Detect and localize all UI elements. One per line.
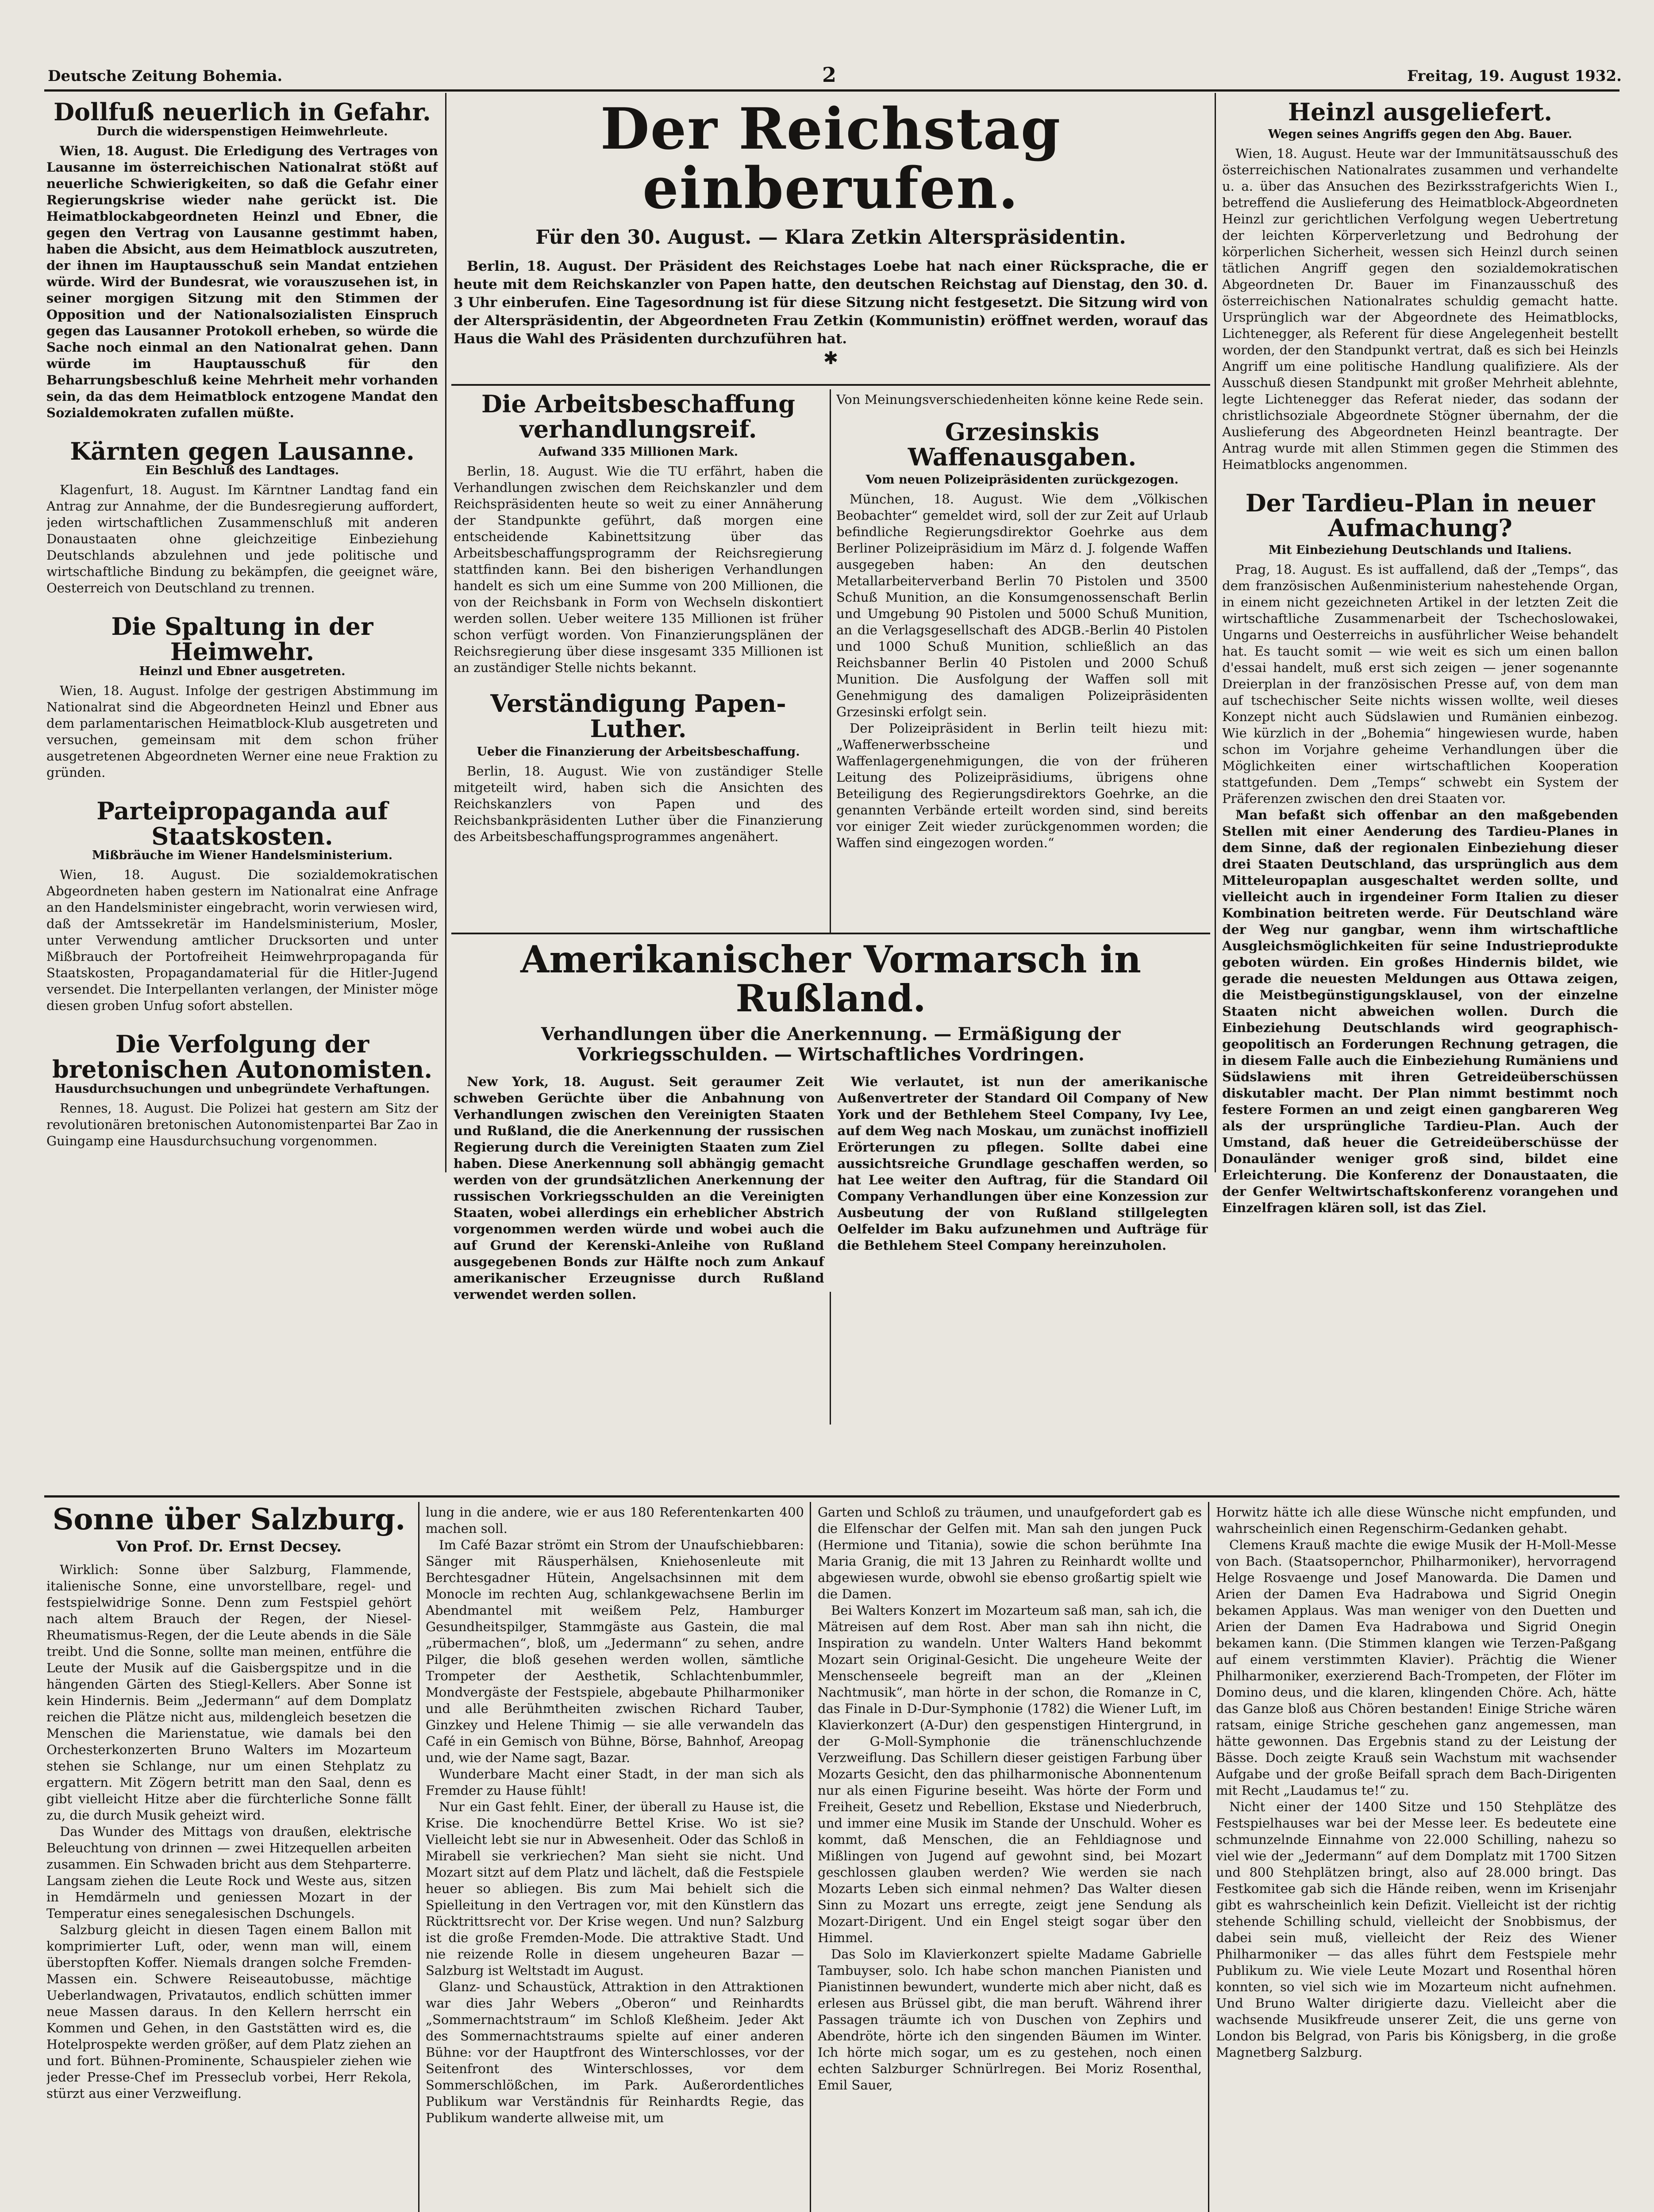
feuilleton-body: Im Café Bazar strömt ein Strom der Unaufschiebbaren: Sänger mit Räusperhälsen, Kniehosenleute mit Berchtesgadner Hütein, Angelsachsinnen mit dem Monocle im rechten Aug, schlankgewachsene Berlin im Abendmantel mit weißem Pelz, Hamburger Gesundheitspilger, Stammgäste aus Gastein, die mal „rübermachen“, bloß, um „Jedermann“ zu sehen, andre Pilger, die bloß gesehen werden wollen, sämtliche Trompeter der Aesthetik, Schlachtenbummler, Mondvergäste der Festspiele, abgebaute Philharmoniker und alle Berühmtheiten zwischen Richard Tauber, Ginzkey und Helene Thimig — sie alle verwandeln das Café in ein Gemisch von Bühne, Börse, Bahnhof, Areopag und, wie der Name sagt, Bazar. xyxy=(426,1537,804,1765)
subheadline: Ein Beschluß des Landtages. xyxy=(145,464,339,478)
feuilleton-body: Wunderbare Macht einer Stadt, in der man sich als Fremder zu Hause fühlt! xyxy=(426,1767,804,1798)
subheadline: Mit Einbeziehung Deutschlands und Italiens. xyxy=(1268,543,1572,557)
center-right-column xyxy=(836,392,1208,929)
headline: Amerikanischer Vormarsch in Rußland. xyxy=(520,940,1141,1021)
subheadline: Ueber die Finanzierung der Arbeitsbeschaffung. xyxy=(477,745,800,759)
article-body: New York, 18. August. Seit geraumer Zeit schweben Gerüchte über die Anbahnung von Verhandlungen zwischen den Vereinigten Staaten und Rußland, die die Anerkennung der russischen Regierung durch die Vereinigten Staaten zum Ziel haben. Diese Anerkennung soll abhängig gemacht werden von der grundsätzlichen Anerkennung der russischen Vorkriegsschulden an die Vereinigten Staaten, wobei allerdings ein erheblicher Abstrich vorgenommen werden würde und wobei auch die auf Grund der Kerenski-Anleihe von Rußland ausgegebenen Bonds zur Hälfte noch zum Ankauf amerikanischer Erzeugnisse durch Rußland verwendet werden sollen. xyxy=(454,1074,824,1302)
feuilleton-body: Garten und Schloß zu träumen, und unaufgefordert gab es die Elfenschar der Gelfen mit. Man sah den jungen Puck (Hermione und Titania), sowie die schon berühmte Ina Maria Granig, die mit 13 Jahren zu Reinhardt wollte und abgewiesen wurde, obwohl sie ebenso großartig spielt wie die Damen. xyxy=(818,1505,1202,1601)
article-body: Wien, 18. August. Die sozialdemokratischen Abgeordneten haben gestern im Nationalrat eine Anfrage an den Handelsminister eingebracht, worin verwiesen wird, daß der Amtssekretär im Handelsministerium, Mosler, unter Verwendung amtlicher Drucksorten und unter Mißbrauch der Portofreiheit Heimwehrpropaganda für Staatskosten, Propagandamaterial für die Hitler-Jugend versendet. Die Interpellanten verlangen, der Minister möge diesen groben Unfug sofort abstellen. xyxy=(46,867,438,1014)
two-column-text xyxy=(454,1074,1208,1303)
lead-headline: Der Reichstag einberufen. xyxy=(600,100,1062,222)
article-body: Wien, 18. August. Heute war der Immunitätsausschuß des österreichischen Nationalrates zusammen und verhandelte u. a. über das Ansuchen des Bezirksstrafgerichts Wien I., betreffend die Auslieferung des Heimatblock-Abgeordneten Heinzl zur gerichtlichen Verfolgung wegen Uebertretung der leichten Körperverletzung und Bedrohung der körperlichen Sicherheit, wessen sich Heinzl durch seinen tätlichen Angriff gegen den sozialdemokratischen Abgeordneten Dr. Bauer im Finanzausschuß des österreichischen Nationalrates schuldig gemacht hatte. Ursprünglich war der Abgeordnete des Heimatblocks, Lichtenegger, als Referent für diese Angelegenheit bestellt worden, der den Standpunkt vertrat, daß es sich bei Heinzls Angriff um eine politische Handlung qualifiziere. Als der Ausschuß diesen Standpunkt mit großer Mehrheit ablehnte, legte Lichtenegger das Referat nieder, das sodann der christlichsoziale Abgeordnete Stögner übernahm, der die Auslieferung des Abgeordneten Heinzl beantragte. Der Antrag wurde mit allen Stimmen gegen die Stimmen des Heimatblocks angenommen. xyxy=(1222,146,1618,472)
article-body: Man befaßt sich offenbar an den maßgebenden Stellen mit einer Aenderung des Tardieu-Planes in dem Sinne, daß der regionalen Einbeziehung dieser drei Staaten Deutschland, das ursprünglich aus dem Mitteleuropaplan ausgeschaltet werden sollte, und vielleicht auch in irgendeiner Form Italien zu dieser Kombination beitreten werde. Für Deutschland wäre der Weg nur gangbar, wenn ihm wirtschaftliche Ausgleichsmöglichkeiten für seine Industrieprodukte geboten würden. Ein großes Hindernis bildet, wie gerade die neuesten Meldungen aus Ottawa zeigen, die Meistbegünstigungsklausel, von der einzelne Staaten nicht abweichen wollen. Durch die Einbeziehung Deutschlands wird geographisch-geopolitisch an Forderungen Rechnung getragen, die in diesem Falle auch die Einbeziehung Rumäniens und Südslawiens mit ihren Getreideüberschüssen diskutabler macht. Der Plan nimmt bestimmt noch festere Formen an und zeigt einen gangbareren Weg als der ursprüngliche Tardieu-Plan. Auch der Umstand, daß heuer die Getreideüberschüsse der Donauländer weniger groß sind, bildet eine Erleichterung. Die Konferenz der Donaustaaten, die der Genfer Weltwirtschaftskonferenz vorangehen und Einzelfragen klären soll, ist das Ziel. xyxy=(1222,807,1618,1216)
headline: Die Verfolgung der bretonischen Autonomisten. xyxy=(52,1030,433,1083)
continued-text: Von Meinungsverschiedenheiten könne keine Rede sein. xyxy=(836,392,1204,407)
feuilleton-body: Bei Walters Konzert im Mozarteum saß man, sah ich, die Mätreisen auf dem Rost. Aber man sah ihn nicht, die Inspiration zu wandeln. Unter Walters Hand bekommt Mozart sein Original-Gesicht. Die ungeheure Weite der Menschenseele begreift man an der „Kleinen Nachtmusik“, man hörte in der schon, die Romanze in C, das Finale in D-Dur-Symphonie (1782) die Wiener Luft, im Klavierkonzert (A-Dur) den gespenstigen Hintergrund, in der G-Moll-Symphonie die tränenschluchzende Verzweiflung. Das Schillern dieser geistigen Farbung über Mozarts Gesicht, den das philharmonische Abonnentenum nur als einen Figurine beseiht. Was hörte der Form und Freiheit, Gesetz und Rebellion, Ekstase und Niederbruch, und immer eine Musik im Stande der Unschuld. Woher es kommt, daß Menschen, die an Fehldiagnose und Mißlingen von Jugend auf gewohnt sind, bei Mozart geschlossen glauben werden? Wie werden sie nach Mozarts Leben sich einmal nehmen? Das Walter diesen Sinn zu Mozart uns erregte, zeigt jene Sendung als Mozart-Dirigent. Und ein Engel steigt sogar über den Himmel. xyxy=(818,1603,1202,1945)
left-column xyxy=(46,100,438,1493)
article-box xyxy=(454,940,1208,1493)
feuilleton-body: Clemens Krauß machte die ewige Musik der H-Moll-Messe von Bach. (Staatsopernchor, Philharmoniker), hervorragend Helge Rosvaenge und Josef Manowarda. Die Damen und Arien der Damen Eva Hadrabowa und Sigrid Onegin bekamen Applaus. Was man weniger von den Duetten und Arien der Damen Eva Hadrabowa und Sigrid Onegin bekamen kann. (Die Stimmen klangen wie Terzen-Paßgang auf einem verstimmten Klavier). Prächtig die Wiener Philharmoniker, exerzierend Bach-Trompeten, der Flöter im Domino deus, und die klaren, klingenden Chöre. Ach, hätte das Ganze bloß aus Chören bestanden! Einige Striche wären ratsam, einige Striche geschehen ganz angemessen, man hätte gewonnen. Das Ergebnis stand zu der Leistung der Bässe. Doch zeigte Krauß sein Wachstum mit wachsender Aufgabe und der große Beifall sprach dem Bach-Dirigenten mit Recht „Laudamus te!“ zu. xyxy=(1216,1537,1616,1798)
subheadline: Heinzl und Ebner ausgetreten. xyxy=(139,664,346,678)
text-column xyxy=(838,1074,1208,1303)
article xyxy=(46,439,438,597)
page-number: 2 xyxy=(822,63,837,87)
article-body: Berlin, 18. August. Wie von zuständiger Stelle mitgeteilt wird, haben sich die Ansichten des Reichskanzlers von Papen und des Reichsbankpräsidenten Luther über die Finanzierung des Arbeitsbeschaffungsprogrammes angenähert. xyxy=(454,763,823,844)
article-body: Rennes, 18. August. Die Polizei hat gestern am Sitz der revolutionären bretonischen Autonomistenpartei Bar Zao in Guingamp eine Hausdurchsuchung vorgenommen. xyxy=(46,1100,438,1148)
feuilleton-body: Das Wunder des Mittags von draußen, elektrische Beleuchtung von drinnen — zwei Hitzequellen arbeiten zusammen. Ein Schwaden bricht aus dem Stehparterre. Langsam ziehen die Leute Rock und Weste aus, sitzen in Hemdärmeln und geniessen Mozart in der Temperatur eines senegalesischen Dschungels. xyxy=(46,1824,412,1921)
subheadline: Hausdurchsuchungen und unbegründete Verhaftungen. xyxy=(54,1082,430,1096)
author-line: Von Prof. Dr. Ernst Decsey. xyxy=(116,1538,342,1556)
article xyxy=(1222,100,1618,473)
column-rule xyxy=(810,1502,811,2212)
column-rule xyxy=(418,1502,419,2212)
subheadline: Mißbräuche im Wiener Handelsministerium. xyxy=(92,849,393,863)
headline: Grzesinskis Waffenausgaben. xyxy=(908,418,1137,471)
headline: Die Spaltung in der Heimwehr. xyxy=(111,612,373,666)
column-rule xyxy=(1208,1502,1209,2212)
headline: Kärnten gegen Lausanne. xyxy=(70,437,415,465)
feuilleton-body: Glanz- und Schaustück, Attraktion in den Attraktionen war dies Jahr Webers „Oberon“ und Reinhardts „Sommernachtstraum“ im Schloß Kleßheim. Jeder Akt des Sommernachtstraums spielte auf einer anderen Bühne: vor der Hauptfront des Winterschlosses, vor der Seitenfront des Winterschlosses, vor dem Sommerschlößchen, im Park. Außerordentliches Publikum war Verständnis für Reinhardts Regie, das Publikum wanderte allweise mit, um xyxy=(426,1979,804,2125)
lead-article xyxy=(454,100,1208,383)
subheadline: Wegen seines Angriffs gegen den Abg. Bauer. xyxy=(1268,127,1573,141)
article-body: Wien, 18. August. Infolge der gestrigen Abstimmung im Nationalrat sind die Abgeordneten Heinzl und Ebner aus dem parlamentarischen Heimatblock-Klub ausgetreten und versuchen, gemeinsam mit dem schon früher ausgetretenen Abgeordneten Werner eine neue Fraktion zu gründen. xyxy=(46,683,438,780)
article xyxy=(454,392,823,676)
headline: Heinzl ausgeliefert. xyxy=(1288,100,1553,126)
headline: Verständigung Papen-Luther. xyxy=(490,689,786,743)
article xyxy=(1222,488,1618,1216)
feuilleton-column-4 xyxy=(1216,1504,1616,2212)
feuilleton-body: Das Solo im Klavierkonzert spielte Madame Gabrielle Tambuyser, solo. Ich habe schon manchen Pianisten und Pianistinnen bewundert, wunderte mich aber nicht, daß es erlesen aus Brüssel gibt, die man beruft. Während ihrer Passagen träumte ich von Duschen von Zephirs und Abendröte, hörte ich den singenden Bäumen im Winter. Ich hörte mich sogar, um es zu gestehen, noch einen echten Salzburger Schnürlregen. Bei Moriz Rosenthal, Emil Sauer, xyxy=(818,1947,1202,2093)
headline: Der Tardieu-Plan in neuer Aufmachung? xyxy=(1245,488,1595,542)
header-rule xyxy=(44,89,1619,92)
separator-star: ✱ xyxy=(823,348,839,369)
article-body: München, 18. August. Wie dem „Völkischen Beobachter“ gemeldet wird, soll der zur Zeit auf Urlaub befindliche Regierungsdirektor Goehrke aus dem Berliner Polizeipräsidium im März d. J. folgende Waffen ausgegeben haben: An den deutschen Metallarbeiterverband Berlin 70 Pistolen und 3500 Schuß Munition, an die Konsumgenossenschaft Berlin und Umgebung 90 Pistolen und 5000 Schuß Munition, an die Verlagsgesellschaft des ADGB.-Berlin 40 Pistolen und 1000 Schuß Munition, schließlich an das Reichsbanner Berlin 40 Pistolen und 2000 Schuß Munition. Die Ausfolgung der Waffen soll mit Genehmigung des damaligen Polizeipräsidenten Grzesinski erfolgt sein. xyxy=(836,492,1208,720)
article-body: Prag, 18. August. Es ist auffallend, daß der „Temps“, das dem französischen Außenministerium nahestehende Organ, in einem nicht gezeichneten Artikel in der letzten Zeit die wirtschaftliche Zusammenarbeit der Tschechoslowakei, Ungarns und Oesterreichs in ausführlicher Weise behandelt hat. Es taucht somit — wie weit es sich um einen ballon d'essai handelt, muß erst sich zeigen — jener sogenannte Dreierplan in der französischen Presse auf, von dem man auf tschechischer Seite nichts wissen wollte, weil dieses Konzept nicht auch Südslawien und Rumänien einbezog. Wie kürzlich in der „Bohemia“ hingewiesen wurde, haben schon im Vorjahre geheime Verhandlungen über die Möglichkeiten einer wirtschaftlichen Kooperation stattgefunden. Dem „Temps“ schwebt ein System der Präferenzen zwischen den drei Staaten vor. xyxy=(1222,562,1618,806)
feuilleton-title: Sonne über Salzburg. xyxy=(52,1504,406,1536)
article-body: Klagenfurt, 18. August. Im Kärntner Landtag fand ein Antrag zur Annahme, der die Bundesregierung auffordert, jeden wirtschaftlichen Zusammenschluß mit anderen Donaustaaten ohne gleichzeitige Einbeziehung Deutschlands abzulehnen und jede politische und wirtschaftliche Bindung zu bekämpfen, die geeignet wäre, Oesterreich von Deutschland zu trennen. xyxy=(46,482,438,596)
column-rule xyxy=(1215,93,1216,1172)
article-body: Berlin, 18. August. Wie die TU erfährt, haben die Verhandlungen zwischen dem Reichskanzler und dem Reichspräsidenten heute so weit zu einer Annäherung der Standpunkte geführt, daß morgen eine entscheidende Kabinettsitzung über das Arbeitsbeschaffungsprogramm der Reichsregierung stattfinden kann. Bei den bisherigen Verhandlungen handelt es sich um eine Summe von 200 Millionen, die von der Reichsbank in Form von Wechseln diskontiert werden sollen. Ueber weitere 135 Millionen ist früher schon verfügt worden. Von Finanzierungsplänen der Reichsregierung über diese insgesamt 335 Millionen ist an zuständiger Stelle nichts bekannt. xyxy=(454,464,823,676)
feuilleton-column-2 xyxy=(426,1504,804,2212)
section-rule xyxy=(44,1495,1619,1498)
feuilleton-body: Nur ein Gast fehlt. Einer, der überall zu Hause ist, die Krise. Die knochendürre Bettel Krise. Wo ist sie? Vielleicht lebt sie nur in Abwesenheit. Oder das Schloß in Mirabell sie verkriechen? Man sieht sie nicht. Und Mozart sitzt auf dem Platz und lächelt, daß die Festspiele heuer so abliegen. Bis zum Mai behielt sich die Spielleitung in den Vertragen vor, mit den Künstlern das Rücktrittsrecht vor. Der Krise wegen. Und nun? Salzburg ist die große Fremden-Mode. Die attraktive Stadt. Und nie reizende Rolle in diesem ungeheuren Bazar — Salzburg ist Weltstadt im August. xyxy=(426,1799,804,1978)
right-column xyxy=(1222,100,1618,1493)
feuilleton-body: Nicht einer der 1400 Sitze und 150 Stehplätze des Festspielhauses war bei der Messe leer. Es bedeutete eine schmunzelnde Einnahme von 22.000 Schilling, nahezu so viel wie der „Jedermann“ auf dem Domplatz mit 1700 Sitzen und 800 Stehplätzen bringt, also auf 28.000 bringt. Das Festkomitee gab sich die Hände reiben, wenn im Krisenjahr gibt es wahrscheinlich kein Defizit. Vielleicht ist der richtig stehende Schilling schuld, vielleicht der Snobbismus, der dabei sein muß, vielleicht der Reiz des Wiener Philharmoniker — das alles führt dem Festspiele mehr Publikum zu. Wie viele Leute Mozart und Rosenthal hören konnten, so viel sich wie im Mozarteum nicht aufnehmen. Und Bruno Walter dirigierte dazu. Vielleicht aber die wachsende Musikfreude unserer Zeit, die uns gerne von London bis Belgrad, von Paris bis Königsberg, in die große Magnetberg Salzburg. xyxy=(1216,1799,1616,2060)
subheadline: Aufwand 335 Millionen Mark. xyxy=(538,445,739,459)
article-body: Wie verlautet, ist nun der amerikanische Außenvertreter der Standard Oil Company of New York und der Bethlehem Steel Company, Ivy Lee, auf dem Weg nach Moskau, um zunächst inoffiziell Erörterungen zu pflegen. Sollte dabei eine aussichtsreiche Grundlage geschaffen werden, so hat Lee weiter den Auftrag, für die Standard Oil Company Verhandlungen über eine Konzession zur Ausbeutung der von Rußland stillgelegten Oelfelder im Baku aufzunehmen und Aufträge für die Bethlehem Steel Company hereinzuholen. xyxy=(837,1074,1208,1253)
article xyxy=(46,614,438,780)
article-body: Der Polizeipräsident in Berlin teilt hiezu mit: „Waffenerwerbsscheine und Waffenlagergenehmigungen, die von der früheren Leitung des Polizeipräsidiums, übrigens ohne Beteiligung des Regierungsdirektors Goehrke, an die genannten Verbände erteilt worden sind, sind bereits vor einiger Zeit wieder zurückgenommen worden; die Waffen sind eingezogen worden.“ xyxy=(836,721,1208,851)
feuilleton-body: Salzburg gleicht in diesen Tagen einem Ballon mit komprimierter Luft, oder, wenn man will, einem überstopften Koffer. Niemals drangen solche Fremden-Massen ein. Schwere Reiseautobusse, mächtige Ueberlandwagen, Privatautos, endlich schütten immer neue Massen daraus. In den Kellern herrscht ein Kommen und Gehen, in den Gaststätten wird es, die Hotelprospekte werden größer, auf dem Platz ziehen an und fort. Bühnen-Prominente, Schauspieler ziehen wie jeder Presse-Chef im Presseclub vorbei, Herr Rekola, stürzt aus einer Verzweiflung. xyxy=(46,1922,412,2101)
lead-body: Berlin, 18. August. Der Präsident des Reichstages Loebe hat nach einer Rücksprache, die er heute mit dem Reichskanzler von Papen hatte, den deutschen Reichstag auf Dienstag, den 30. d. 3 Uhr einberufen. Eine Tagesordnung ist für diese Sitzung nicht festgesetzt. Die Sitzung wird von der Alterspräsidentin, der Abgeordneten Frau Zetkin (Kommunistin) eröffnet werden, worauf das Haus die Wahl des Präsidenten durchzuführen hat. xyxy=(454,258,1208,347)
headline: Dollfuß neuerlich in Gefahr. xyxy=(54,100,431,126)
subheadline: Durch die widerspenstigen Heimwehrleute. xyxy=(96,124,388,138)
subheadline: Verhandlungen über die Anerkennung. — Ermäßigung der Vorkriegsschulden. — Wirtschaftliches Vordringen. xyxy=(541,1024,1121,1065)
column-rule xyxy=(830,389,831,933)
paper-name: Deutsche Zeitung Bohemia. xyxy=(48,67,283,85)
headline: Parteipropaganda auf Staatskosten. xyxy=(96,796,388,850)
article xyxy=(46,1032,438,1149)
center-left-column xyxy=(454,392,823,929)
feuilleton-body: lung in die andere, wie er aus 180 Referentenkarten 400 machen soll. xyxy=(426,1505,804,1536)
headline: Die Arbeitsbeschaffung verhandlungsreif. xyxy=(481,392,796,443)
column-rule xyxy=(445,93,446,1172)
feuilleton-body: Wirklich: Sonne über Salzburg, Flammende, italienische Sonne, eine unvorstellbare, regel- und festspielwidrige Sonne. Denn zum Festspiel gehört nach altem Brauch der Regen, der Niesel-Rheumatismus-Regen, der die Leute abends in die Säle treibt. Und die Sonne, sollte man meinen, entführe die Leute der Musik auf die Gaisbergspitze und in die hängenden Gärten des Stiegl-Kellers. Aber Sonne ist kein Hindernis. Beim „Jedermann“ auf dem Domplatz reichen die Plätze nicht aus, mildengleich besetzen die Menschen die Marienstatue, wie damals bei den Orchesterkonzerten Bruno Walters im Mozarteum stehen sie Schlange, nur um einen Stehplatz zu ergattern. Mit Zögern betritt man den Saal, denn es gibt vielleicht Hitze aber die fürchterliche Sonne fällt zu, die durch Musik geheizt wird. xyxy=(46,1562,412,1823)
feuilleton-body: Horwitz hätte ich alle diese Wünsche nicht empfunden, und wahrscheinlich einen Regenschirm-Gedanken gehabt. xyxy=(1216,1505,1616,1536)
box-rule xyxy=(451,384,1210,386)
article xyxy=(454,691,823,845)
feuilleton-column-3 xyxy=(818,1504,1202,2212)
feuilleton-column-1 xyxy=(46,1504,412,2212)
article-body: Wien, 18. August. Die Erledigung des Vertrages von Lausanne im österreichischen Nationalrat stößt auf neuerliche Schwierigkeiten, so daß die Gefahr einer Regierungskrise wieder nahe gerückt ist. Die Heimatblockabgeordneten Heinzl und Ebner, die gegen den Vertrag von Lausanne gestimmt haben, haben die Absicht, aus dem Heimatblock auszutreten, der ihnen im Hauptausschuß sein Mandat entziehen würde. Wird der Bundesrat, wie vorauszusehen ist, in seiner morgigen Sitzung mit den Stimmen der Opposition und der Nationalsozialisten Einspruch gegen das Lausanner Protokoll erheben, so würde die Sache noch einmal an den Nationalrat gehen. Dann würde im Hauptausschuß für den Beharrungsbeschluß keine Mehrheit mehr vorhanden sein, da das dem Heimatblock entzogene Mandat den Sozialdemokraten zufallen müßte. xyxy=(46,143,438,420)
issue-date: Freitag, 19. August 1932. xyxy=(1407,67,1622,85)
lead-subheadline: Für den 30. August. — Klara Zetkin Alterspräsidentin. xyxy=(535,226,1126,249)
article xyxy=(46,796,438,1014)
subheadline: Vom neuen Polizeipräsidenten zurückgezogen. xyxy=(865,473,1179,487)
box-rule xyxy=(451,933,1210,934)
text-column xyxy=(454,1074,824,1303)
article xyxy=(46,100,438,421)
